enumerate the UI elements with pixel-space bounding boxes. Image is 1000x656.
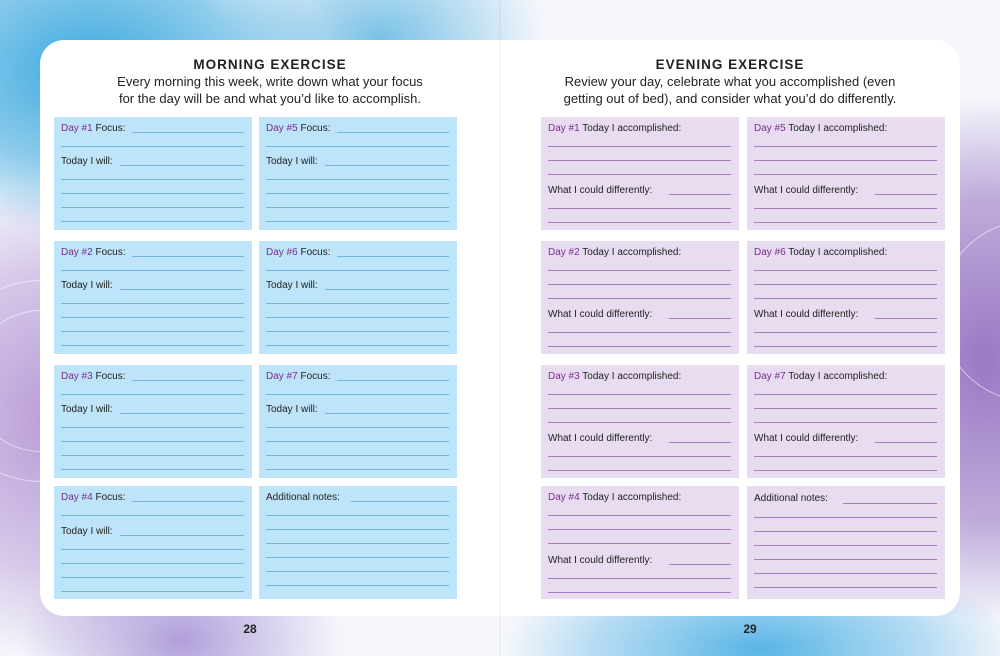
morning-card-day4 [54,486,252,599]
writing-line[interactable] [61,455,244,456]
accomplished-label: Today I accomplished: [788,247,888,258]
writing-line[interactable] [61,331,244,332]
day-label: Day #3 [61,371,93,382]
subtitle-line: for the day will be and what you’d like to accomplish. [118,91,422,106]
morning-card-notes [259,486,457,599]
writing-line[interactable] [875,318,937,319]
writing-line[interactable] [669,318,731,319]
evening-card-day4 [541,486,739,599]
writing-line[interactable] [754,573,937,574]
writing-line[interactable] [337,256,449,257]
subtitle-line: Review your day, celebrate what you accomplished (even [564,74,896,89]
differently-label: What I could differently: [548,309,653,320]
writing-line[interactable] [754,284,937,285]
evening-card-day7 [747,365,945,478]
writing-line[interactable] [548,422,731,423]
writing-line[interactable] [61,441,244,442]
writing-line[interactable] [754,545,937,546]
writing-line[interactable] [266,331,449,332]
writing-line[interactable] [120,535,244,536]
writing-line[interactable] [754,160,937,161]
page-number: 28 [243,622,257,636]
writing-line[interactable] [548,284,731,285]
writing-line[interactable] [61,270,244,271]
writing-line[interactable] [266,571,449,572]
writing-line[interactable] [325,413,449,414]
writing-line[interactable] [875,442,937,443]
focus-label: Focus: [300,123,331,134]
day-label: Day #4 [61,492,93,503]
accomplished-label: Today I accomplished: [788,123,888,134]
evening-card-day6 [747,241,945,354]
writing-line[interactable] [266,529,449,530]
writing-line[interactable] [61,221,244,222]
today-i-will-label: Today I will: [61,156,113,167]
writing-line[interactable] [61,345,244,346]
page-title: EVENING EXERCISE [655,57,805,72]
page-number: 29 [743,622,757,636]
writing-line[interactable] [325,289,449,290]
morning-card-day2 [54,241,252,354]
writing-line[interactable] [266,207,449,208]
day-label: Day #1 [61,123,93,134]
writing-line[interactable] [266,193,449,194]
writing-line[interactable] [61,394,244,395]
writing-line[interactable] [754,587,937,588]
page-subtitle [500,73,960,107]
writing-line[interactable] [61,427,244,428]
writing-line[interactable] [61,515,244,516]
day-label: Day #4 [548,492,580,503]
writing-line[interactable] [754,559,937,560]
focus-label: Focus: [95,123,126,134]
morning-card-day3 [54,365,252,478]
accomplished-label: Today I accomplished: [788,371,888,382]
morning-card-day1 [54,117,252,230]
evening-card-day1 [541,117,739,230]
writing-line[interactable] [266,394,449,395]
focus-label: Focus: [95,247,126,258]
writing-line[interactable] [548,543,731,544]
writing-line[interactable] [337,132,449,133]
today-i-will-label: Today I will: [266,280,318,291]
writing-line[interactable] [266,515,449,516]
accomplished-label: Today I accomplished: [582,371,682,382]
writing-line[interactable] [548,146,731,147]
day-label: Day #6 [754,247,786,258]
writing-line[interactable] [61,563,244,564]
writing-line[interactable] [266,317,449,318]
day-label: Day #7 [266,371,298,382]
day-label: Day #5 [266,123,298,134]
writing-line[interactable] [754,332,937,333]
evening-card-notes [747,486,945,599]
writing-line[interactable] [266,303,449,304]
subtitle-line: getting out of bed), and consider what you’d do differently. [563,91,897,106]
focus-label: Focus: [95,371,126,382]
day-label: Day #2 [548,247,580,258]
differently-label: What I could differently: [548,433,653,444]
morning-card-day6 [259,241,457,354]
differently-label: What I could differently: [754,309,859,320]
writing-line[interactable] [548,174,731,175]
writing-line[interactable] [132,132,244,133]
writing-line[interactable] [266,543,449,544]
writing-line[interactable] [61,317,244,318]
day-label: Day #1 [548,123,580,134]
day-label: Day #3 [548,371,580,382]
evening-page [500,40,960,636]
day-label: Day #7 [754,371,786,382]
accomplished-label: Today I accomplished: [582,247,682,258]
writing-line[interactable] [669,194,731,195]
writing-line[interactable] [754,346,937,347]
day-label: Day #2 [61,247,93,258]
writing-line[interactable] [754,531,937,532]
writing-line[interactable] [266,270,449,271]
writing-line[interactable] [754,470,937,471]
writing-line[interactable] [548,408,731,409]
writing-line[interactable] [548,592,731,593]
writing-line[interactable] [548,578,731,579]
writing-line[interactable] [266,221,449,222]
accomplished-label: Today I accomplished: [582,492,682,503]
writing-line[interactable] [325,165,449,166]
today-i-will-label: Today I will: [266,404,318,415]
writing-line[interactable] [61,303,244,304]
writing-line[interactable] [548,470,731,471]
writing-line[interactable] [754,146,937,147]
writing-line[interactable] [875,194,937,195]
additional-notes-label: Additional notes: [266,492,340,503]
writing-line[interactable] [754,222,937,223]
writing-line[interactable] [754,517,937,518]
writing-line[interactable] [61,549,244,550]
writing-line[interactable] [61,193,244,194]
additional-notes-label: Additional notes: [754,493,828,504]
writing-line[interactable] [266,469,449,470]
writing-line[interactable] [132,256,244,257]
writing-line[interactable] [351,501,449,502]
writing-line[interactable] [266,441,449,442]
writing-line[interactable] [266,179,449,180]
writing-line[interactable] [548,222,731,223]
writing-line[interactable] [120,413,244,414]
writing-line[interactable] [266,146,449,147]
writing-line[interactable] [548,394,731,395]
writing-line[interactable] [754,408,937,409]
writing-line[interactable] [266,345,449,346]
writing-line[interactable] [754,298,937,299]
evening-card-day3 [541,365,739,478]
writing-line[interactable] [843,503,937,504]
page-title: MORNING EXERCISE [193,57,347,72]
morning-page [40,40,500,636]
morning-card-day5 [259,117,457,230]
writing-line[interactable] [337,380,449,381]
day-label: Day #5 [754,123,786,134]
differently-label: What I could differently: [548,555,653,566]
page-subtitle [40,73,500,107]
differently-label: What I could differently: [548,185,653,196]
writing-line[interactable] [132,501,244,502]
writing-line[interactable] [132,380,244,381]
writing-line[interactable] [61,469,244,470]
today-i-will-label: Today I will: [266,156,318,167]
focus-label: Focus: [300,371,331,382]
writing-line[interactable] [754,208,937,209]
writing-line[interactable] [61,207,244,208]
writing-line[interactable] [61,591,244,592]
writing-line[interactable] [548,208,731,209]
accomplished-label: Today I accomplished: [582,123,682,134]
writing-line[interactable] [548,332,731,333]
writing-line[interactable] [754,270,937,271]
day-label: Day #6 [266,247,298,258]
writing-line[interactable] [548,298,731,299]
writing-line[interactable] [61,146,244,147]
today-i-will-label: Today I will: [61,526,113,537]
writing-line[interactable] [548,456,731,457]
morning-card-day7 [259,365,457,478]
differently-label: What I could differently: [754,433,859,444]
writing-line[interactable] [266,557,449,558]
writing-line[interactable] [120,289,244,290]
focus-label: Focus: [300,247,331,258]
focus-label: Focus: [95,492,126,503]
writing-line[interactable] [548,515,731,516]
evening-card-day5 [747,117,945,230]
today-i-will-label: Today I will: [61,404,113,415]
writing-line[interactable] [669,442,731,443]
writing-line[interactable] [266,427,449,428]
writing-line[interactable] [61,179,244,180]
writing-line[interactable] [754,394,937,395]
writing-line[interactable] [548,160,731,161]
writing-line[interactable] [548,529,731,530]
writing-line[interactable] [548,346,731,347]
writing-line[interactable] [669,564,731,565]
evening-card-day2 [541,241,739,354]
writing-line[interactable] [754,174,937,175]
today-i-will-label: Today I will: [61,280,113,291]
writing-line[interactable] [754,422,937,423]
subtitle-line: Every morning this week, write down what your focus [117,74,423,89]
writing-line[interactable] [266,585,449,586]
writing-line[interactable] [266,455,449,456]
writing-line[interactable] [120,165,244,166]
differently-label: What I could differently: [754,185,859,196]
writing-line[interactable] [548,270,731,271]
writing-line[interactable] [754,456,937,457]
writing-line[interactable] [61,577,244,578]
